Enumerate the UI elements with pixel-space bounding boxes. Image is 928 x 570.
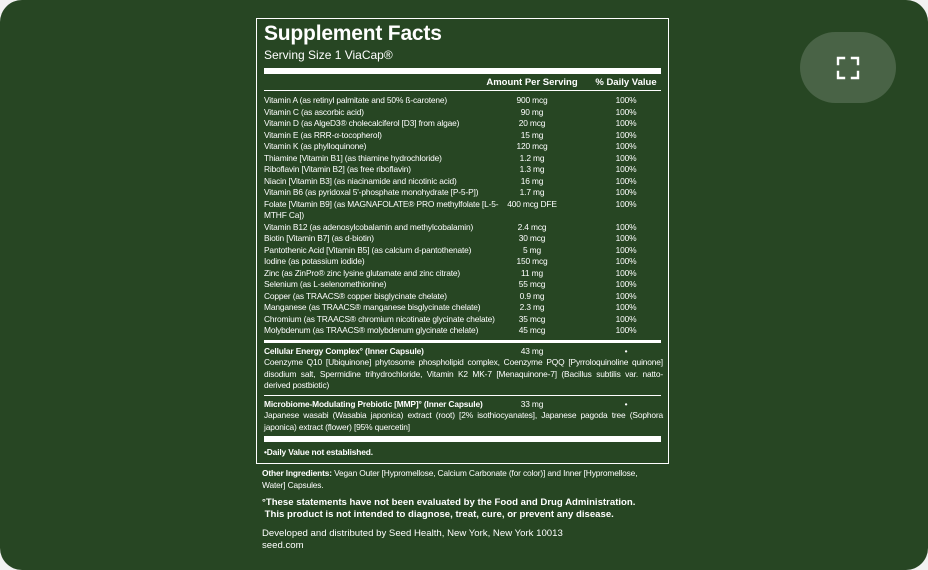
nutrient-row [264,256,661,268]
divider [264,90,661,91]
nutrient-row [264,199,661,222]
nutrient-row [264,187,661,199]
nutrient-amount: 30 mcg [518,233,546,243]
column-header [264,74,661,90]
fullscreen-button[interactable] [800,32,896,103]
nutrient-row [264,95,661,107]
nutrient-name: Manganese (as TRAACS® manganese bisglycinate chelate) [264,302,481,312]
nutrient-daily-value: 100% [615,313,637,324]
distributor-text: Developed and distributed by Seed Health, New York, New York 10013 [262,528,563,539]
nutrient-row [264,233,661,245]
nutrient-name: Vitamin E (as RRR-α-tocopherol) [264,129,382,140]
nutrient-row [264,245,661,257]
nutrient-row [264,141,661,153]
nutrient-name: Molybdenum (as TRAACS® molybdenum glycinate chelate) [264,325,479,335]
nutrient-daily-value: 100% [615,187,637,197]
nutrient-daily-value: 100% [615,106,637,117]
nutrient-row [264,291,661,303]
blend-amount: 33 mg [520,398,544,409]
blend-title: Cellular Energy Complex° (Inner Capsule) [264,345,424,356]
nutrient-name: Selenium (as L-selenomethionine) [264,279,387,289]
nutrient-name: Zinc (as ZinPro® zinc lysine glutamate and zinc citrate) [264,267,461,278]
nutrient-list [264,95,661,337]
divider [264,340,661,343]
nutrient-amount: 55 mcg [518,279,546,289]
footnote: •Daily Value not established. [264,447,373,457]
nutrient-name: Folate [Vitamin B9] (as MAGNAFOLATE® PRO methylfolate [L-5-MTHF Ca]) [264,198,499,220]
nutrient-daily-value: 100% [615,244,637,255]
nutrient-name: Biotin [Vitamin B7] (as d-biotin) [264,233,374,243]
nutrient-name: Thiamine [Vitamin B1] (as thiamine hydrochloride) [264,152,442,163]
blend-title: Microbiome-Modulating Prebiotic [MMP]° (Inner Capsule) [264,398,483,409]
nutrient-daily-value: 100% [615,267,637,278]
divider [264,395,661,396]
supplement-facts-panel [256,18,669,464]
nutrient-daily-value: 100% [615,302,637,312]
nutrient-amount: 35 mcg [518,313,546,324]
nutrient-name: Vitamin A (as retinyl palmitate and 50% ß-carotene) [264,95,448,105]
nutrient-row [264,164,661,176]
nutrient-amount: 2.3 mg [519,302,545,312]
fda-statement-line1: °These statements have not been evaluated by the Food and Drug Administration. [262,497,636,508]
blend-prebiotic [264,399,661,434]
panel-title: Supplement Facts [264,22,442,45]
other-ingredients-text: Vegan Outer [Hypromellose, Calcium Carbonate (for color)] and Inner [Hypromellose, Water] Capsules. [262,468,638,490]
nutrient-row [264,130,661,142]
nutrient-row [264,222,661,234]
nutrient-daily-value: 100% [615,118,637,128]
other-ingredients [262,468,662,491]
nutrient-name: Vitamin B6 (as pyridoxal 5'-phosphate monohydrate [P-5-P]) [264,187,479,197]
nutrient-name: Vitamin D (as AlgeD3® cholecalciferol [D3] from algae) [264,118,460,128]
nutrient-daily-value: 100% [615,198,637,209]
daily-value-header: % Daily Value [595,77,657,88]
nutrient-name: Vitamin K (as phylloquinone) [264,141,367,151]
nutrient-row [264,314,661,326]
nutrient-row [264,302,661,314]
nutrient-daily-value: 100% [615,175,637,186]
nutrient-name: Pantothenic Acid [Vitamin B5] (as calcium d-pantothenate) [264,244,472,255]
nutrient-daily-value: 100% [615,141,637,151]
nutrient-amount: 15 mg [520,129,544,140]
nutrient-name: Iodine (as potassium iodide) [264,256,365,266]
nutrient-daily-value: 100% [615,290,637,301]
fda-statement-line2: This product is not intended to diagnose, treat, cure, or prevent any disease. [262,509,614,520]
blend-daily-value: • [624,345,628,356]
serving-size: Serving Size 1 ViaCap® [264,48,393,62]
nutrient-amount: 20 mcg [518,118,546,128]
other-ingredients-label: Other Ingredients: [262,468,332,478]
nutrient-row [264,176,661,188]
nutrient-amount: 2.4 mcg [517,221,547,232]
nutrient-row [264,279,661,291]
nutrient-row [264,268,661,280]
nutrient-daily-value: 100% [615,152,637,163]
expand-icon [836,56,860,80]
nutrient-amount: 900 mcg [516,95,548,105]
nutrient-daily-value: 100% [615,164,637,174]
distributor-info [262,528,662,552]
nutrient-amount: 150 mcg [516,256,548,266]
nutrient-daily-value: 100% [615,129,637,140]
nutrient-name: Niacin [Vitamin B3] (as niacinamide and nicotinic acid) [264,175,457,186]
blend-description: Coenzyme Q10 [Ubiquinone] phytosome phospholipid complex, Coenzyme PQQ [Pyrroloquinoline quinone] disodium salt, Spermidine trihydrochloride, Vitamin K2 MK-7 [Menaquinone-7] (Bacillus subtilis var. natto-derived postbiotic) [264,357,663,390]
nutrient-amount: 45 mcg [518,325,546,335]
amount-header: Amount Per Serving [486,77,578,88]
nutrient-name: Vitamin B12 (as adenosylcobalamin and methylcobalamin) [264,221,474,232]
nutrient-amount: 11 mg [521,267,543,278]
nutrient-amount: 1.2 mg [519,152,545,163]
nutrient-row [264,153,661,165]
nutrient-daily-value: 100% [615,221,637,232]
nutrient-daily-value: 100% [615,233,637,243]
blend-cellular-energy [264,346,661,392]
nutrient-daily-value: 100% [615,256,637,266]
nutrient-amount: 1.7 mg [519,187,545,197]
nutrient-name: Riboflavin [Vitamin B2] (as free riboflavin) [264,164,411,174]
nutrient-amount: 5 mg [522,244,542,255]
nutrient-daily-value: 100% [615,95,637,105]
nutrient-amount: 120 mcg [516,141,548,151]
fda-statement [262,497,662,521]
nutrient-row [264,107,661,119]
nutrient-name: Copper (as TRAACS® copper bisglycinate chelate) [264,290,447,301]
nutrient-amount: 16 mg [520,175,544,186]
nutrient-daily-value: 100% [615,325,637,335]
nutrient-amount: 90 mg [520,106,544,117]
website: seed.com [262,540,304,551]
nutrient-amount: 400 mcg DFE [507,198,557,209]
nutrient-row [264,325,661,337]
blend-description: Japanese wasabi (Wasabia japonica) extract (root) [2% isothiocyanates], Japanese pagoda tree (Sophora japonica) extract (flower) [95% quercetin] [264,410,663,432]
nutrient-daily-value: 100% [615,279,637,289]
blend-amount: 43 mg [520,345,544,356]
nutrient-name: Vitamin C (as ascorbic acid) [264,106,364,117]
nutrient-amount: 1.3 mg [519,164,545,174]
nutrient-name: Chromium (as TRAACS® chromium nicotinate glycinate chelate) [264,313,495,324]
nutrient-row [264,118,661,130]
blend-daily-value: • [624,398,628,409]
nutrient-amount: 0.9 mg [519,290,545,301]
